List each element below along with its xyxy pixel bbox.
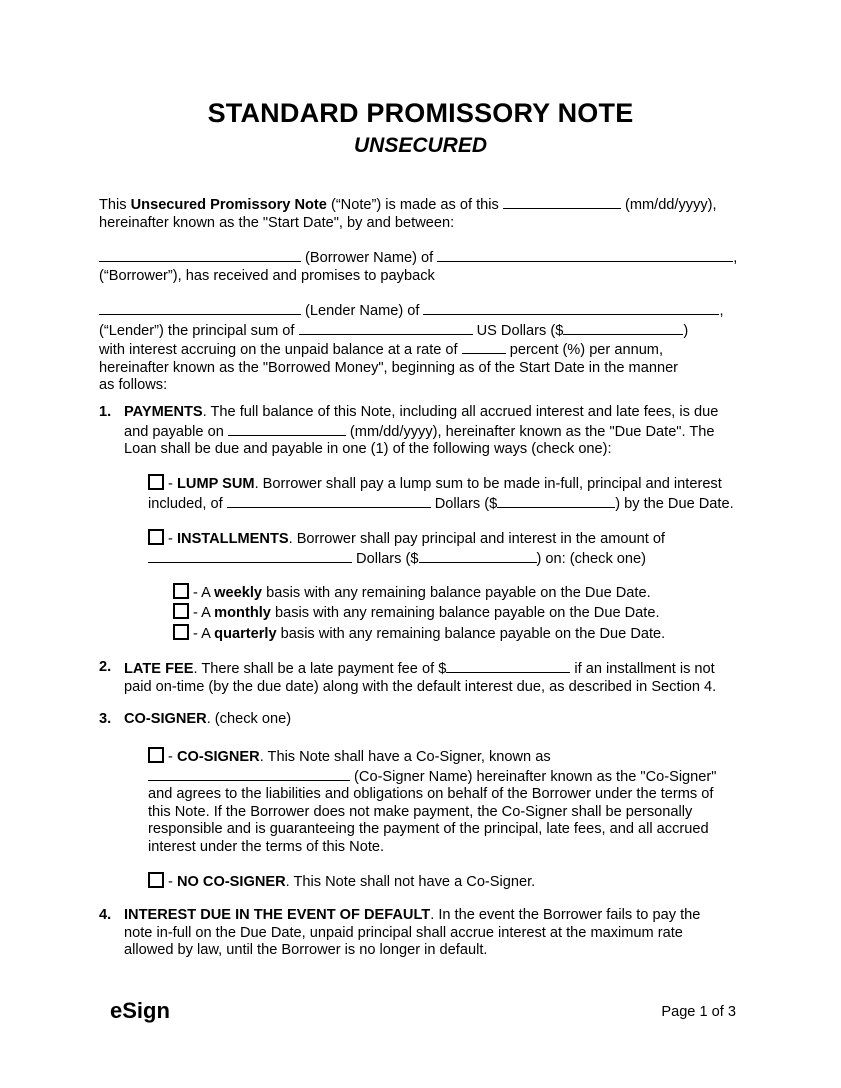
intro-paragraph: This Unsecured Promissory Note (“Note”) is made as of this (mm/dd/yyyy), hereinafter known as the "Start Date", by and between: bbox=[99, 197, 717, 231]
principal-words-field[interactable] bbox=[299, 321, 473, 335]
borrower-name-field[interactable] bbox=[99, 248, 301, 262]
quarterly-checkbox[interactable] bbox=[173, 624, 189, 640]
lump-sum-words-field[interactable] bbox=[227, 494, 431, 508]
lump-sum-option: - LUMP SUM. Borrower shall pay a lump sum to be made in-full, principal and interest included, of Dollars ($ ) by the Due Date. bbox=[148, 476, 734, 512]
section-4-number: 4. bbox=[99, 907, 112, 923]
lender-address-field[interactable] bbox=[423, 301, 719, 315]
section-2-number: 2. bbox=[99, 659, 112, 675]
co-signer-name-field[interactable] bbox=[148, 767, 350, 781]
principal-amount-field[interactable] bbox=[563, 321, 683, 335]
co-signer-checkbox[interactable] bbox=[148, 747, 164, 763]
section-default-interest: INTEREST DUE IN THE EVENT OF DEFAULT. In the event the Borrower fails to pay the note in-full on the Due Date, unpaid principal shall accrue interest at the maximum rate allowed by law, until the Borrower is no longer in default. bbox=[124, 907, 701, 959]
esign-logo: eSign bbox=[110, 998, 170, 1023]
late-fee-field[interactable] bbox=[446, 659, 570, 673]
weekly-checkbox[interactable] bbox=[173, 583, 189, 599]
page-number: Page 1 of 3 bbox=[661, 1004, 736, 1020]
installment-amount-field[interactable] bbox=[419, 549, 537, 563]
no-co-signer-checkbox[interactable] bbox=[148, 872, 164, 888]
installments-option: - INSTALLMENTS. Borrower shall pay principal and interest in the amount of Dollars ($ ) on: (check one) bbox=[148, 529, 665, 568]
lump-sum-amount-field[interactable] bbox=[497, 494, 615, 508]
section-3-number: 3. bbox=[99, 711, 112, 727]
borrower-paragraph: (Borrower Name) of , (“Borrower”), has received and promises to payback bbox=[99, 250, 738, 284]
document-subtitle: UNSECURED bbox=[353, 134, 487, 157]
start-date-field[interactable] bbox=[503, 195, 621, 209]
lender-name-field[interactable] bbox=[99, 301, 301, 315]
due-date-field[interactable] bbox=[228, 422, 346, 436]
monthly-option: - A monthly basis with any remaining balance payable on the Due Date. bbox=[173, 603, 665, 623]
document-title: STANDARD PROMISSORY NOTE bbox=[207, 98, 634, 128]
monthly-checkbox[interactable] bbox=[173, 603, 189, 619]
installment-words-field[interactable] bbox=[148, 549, 352, 563]
co-signer-option: - CO-SIGNER. This Note shall have a Co-Signer, known as (Co-Signer Name) hereinafter known as the "Co-Signer" and agrees to the liabilities and obligations on behalf of the Borrower under the terms of this Note. If the Borrower does not make payment, the Co-Signer shall be personally responsible and is guaranteeing the payment of the principal, late fees, and all accrued interest under the terms of this Note. bbox=[148, 749, 717, 855]
installments-checkbox[interactable] bbox=[148, 529, 164, 545]
no-co-signer-option: - NO CO-SIGNER. This Note shall not have a Co-Signer. bbox=[148, 872, 535, 892]
installment-frequency-options bbox=[173, 583, 665, 644]
lender-paragraph: (Lender Name) of , (“Lender”) the principal sum of US Dollars ($ ) with interest accruing on the unpaid balance at a rate of percent (%) per annum, hereinafter known as the "Borrowed Money", beginning as of the Start Date in the manner as follows: bbox=[99, 303, 724, 394]
lump-sum-checkbox[interactable] bbox=[148, 474, 164, 490]
section-1-number: 1. bbox=[99, 404, 112, 420]
section-late-fee: LATE FEE. There shall be a late payment fee of $ if an installment is not paid on-time (by the due date) along with the default interest due, as described in Section 4. bbox=[124, 661, 717, 695]
quarterly-option: - A quarterly basis with any remaining balance payable on the Due Date. bbox=[173, 624, 665, 644]
section-payments: PAYMENTS. The full balance of this Note, including all accrued interest and late fees, is due and payable on (mm/dd/yyyy), hereinafter known as the "Due Date". The Loan shall be due and payable in one (1) of the following ways (check one): bbox=[124, 404, 719, 458]
borrower-address-field[interactable] bbox=[437, 248, 733, 262]
interest-rate-field[interactable] bbox=[462, 340, 506, 354]
weekly-option: - A weekly basis with any remaining balance payable on the Due Date. bbox=[173, 583, 665, 603]
section-co-signer: CO-SIGNER. (check one) bbox=[124, 711, 292, 727]
